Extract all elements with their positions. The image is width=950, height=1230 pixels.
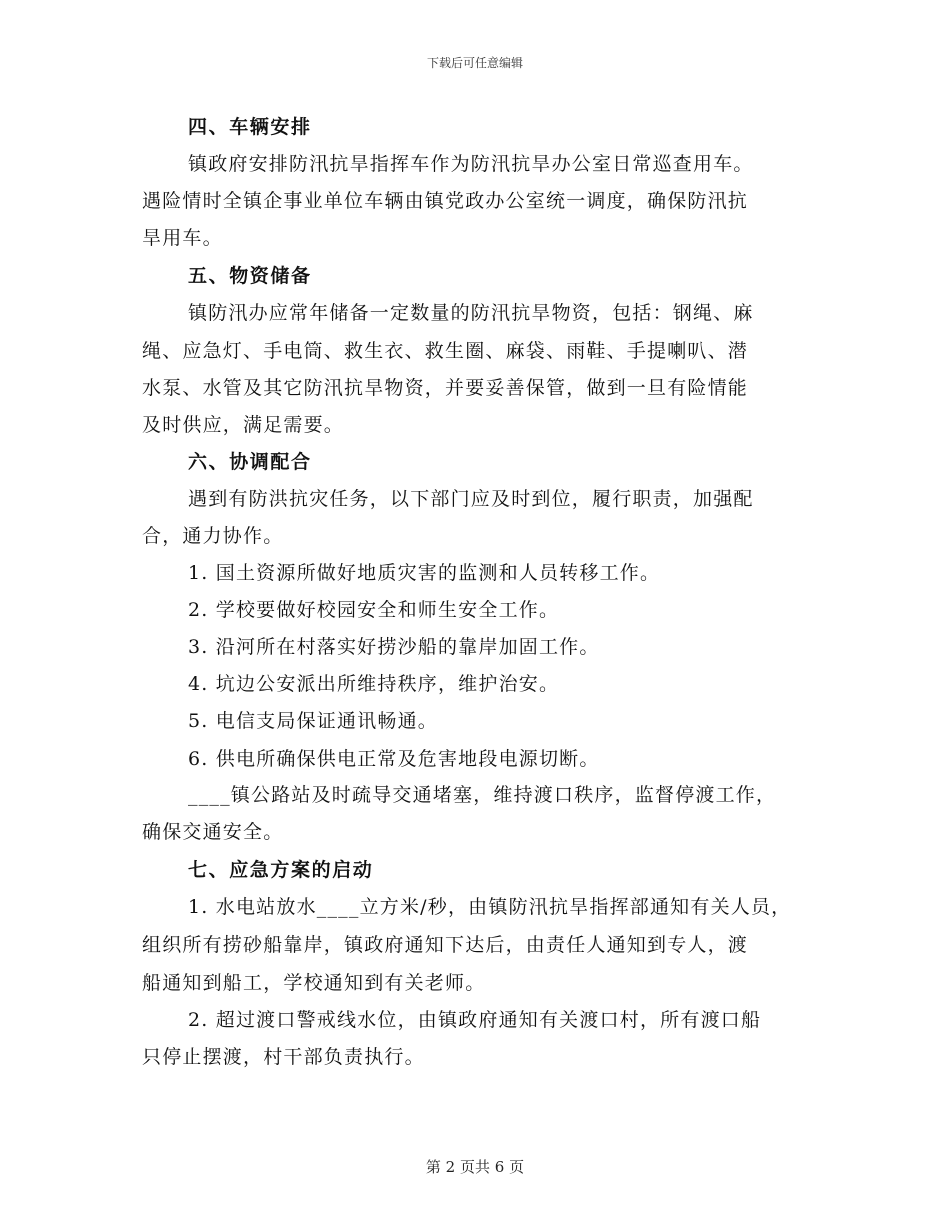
paragraph-line: 旱用车。: [142, 227, 223, 249]
paragraph-line: 遇到有防洪抗灾任务，以下部门应及时到位，履行职责，加强配: [188, 488, 754, 510]
list-item: 3. 沿河所在村落实好捞沙船的靠岸加固工作。: [188, 636, 600, 658]
section-heading-vehicles: 四、车辆安排: [188, 116, 312, 138]
paragraph-line: 确保交通安全。: [142, 821, 284, 843]
paragraph-line: 只停止摆渡，村干部负责执行。: [142, 1046, 425, 1068]
paragraph-line: ____镇公路站及时疏导交通堵塞，维持渡口秩序，监督停渡工作，: [188, 784, 777, 806]
list-item: 2. 学校要做好校园安全和师生安全工作。: [188, 599, 560, 621]
list-item: 5. 电信支局保证通讯畅通。: [188, 710, 438, 732]
section-heading-coordination: 六、协调配合: [188, 451, 312, 473]
paragraph-line: 镇防汛办应常年储备一定数量的防汛抗旱物资，包括：钢绳、麻: [188, 302, 754, 324]
paragraph-line: 合，通力协作。: [142, 525, 284, 547]
page-footer: 第 2 页共 6 页: [425, 1158, 525, 1176]
paragraph-line: 船通知到船工，学校通知到有关老师。: [142, 972, 486, 994]
list-item: 6. 供电所确保供电正常及危害地段电源切断。: [188, 748, 600, 770]
paragraph-line: 镇政府安排防汛抗旱指挥车作为防汛抗旱办公室日常巡查用车。: [188, 153, 754, 175]
paragraph-line: 绳、应急灯、手电筒、救生衣、救生圈、麻袋、雨鞋、手提喇叭、潜: [142, 340, 749, 362]
paragraph-line: 遇险情时全镇企事业单位车辆由镇党政办公室统一调度，确保防汛抗: [142, 190, 749, 212]
list-item: 4. 坑边公安派出所维持秩序，维护治安。: [188, 673, 560, 695]
list-item: 1. 国土资源所做好地质灾害的监测和人员转移工作。: [188, 562, 661, 584]
section-heading-supplies: 五、物资储备: [188, 265, 312, 287]
paragraph-line: 及时供应，满足需要。: [142, 414, 345, 436]
paragraph-line: 水泵、水管及其它防汛抗旱物资，并要妥善保管，做到一旦有险情能: [142, 377, 749, 399]
list-item: 2. 超过渡口警戒线水位，由镇政府通知有关渡口村，所有渡口船: [188, 1009, 762, 1031]
section-heading-emergency-plan: 七、应急方案的启动: [188, 859, 374, 881]
list-item: 1. 水电站放水____立方米/秒，由镇防汛抗旱指挥部通知有关人员，: [188, 896, 792, 918]
page-header: 下载后可任意编辑: [426, 56, 523, 70]
paragraph-line: 组织所有捞砂船靠岸，镇政府通知下达后，由责任人通知到专人，渡: [142, 934, 749, 956]
